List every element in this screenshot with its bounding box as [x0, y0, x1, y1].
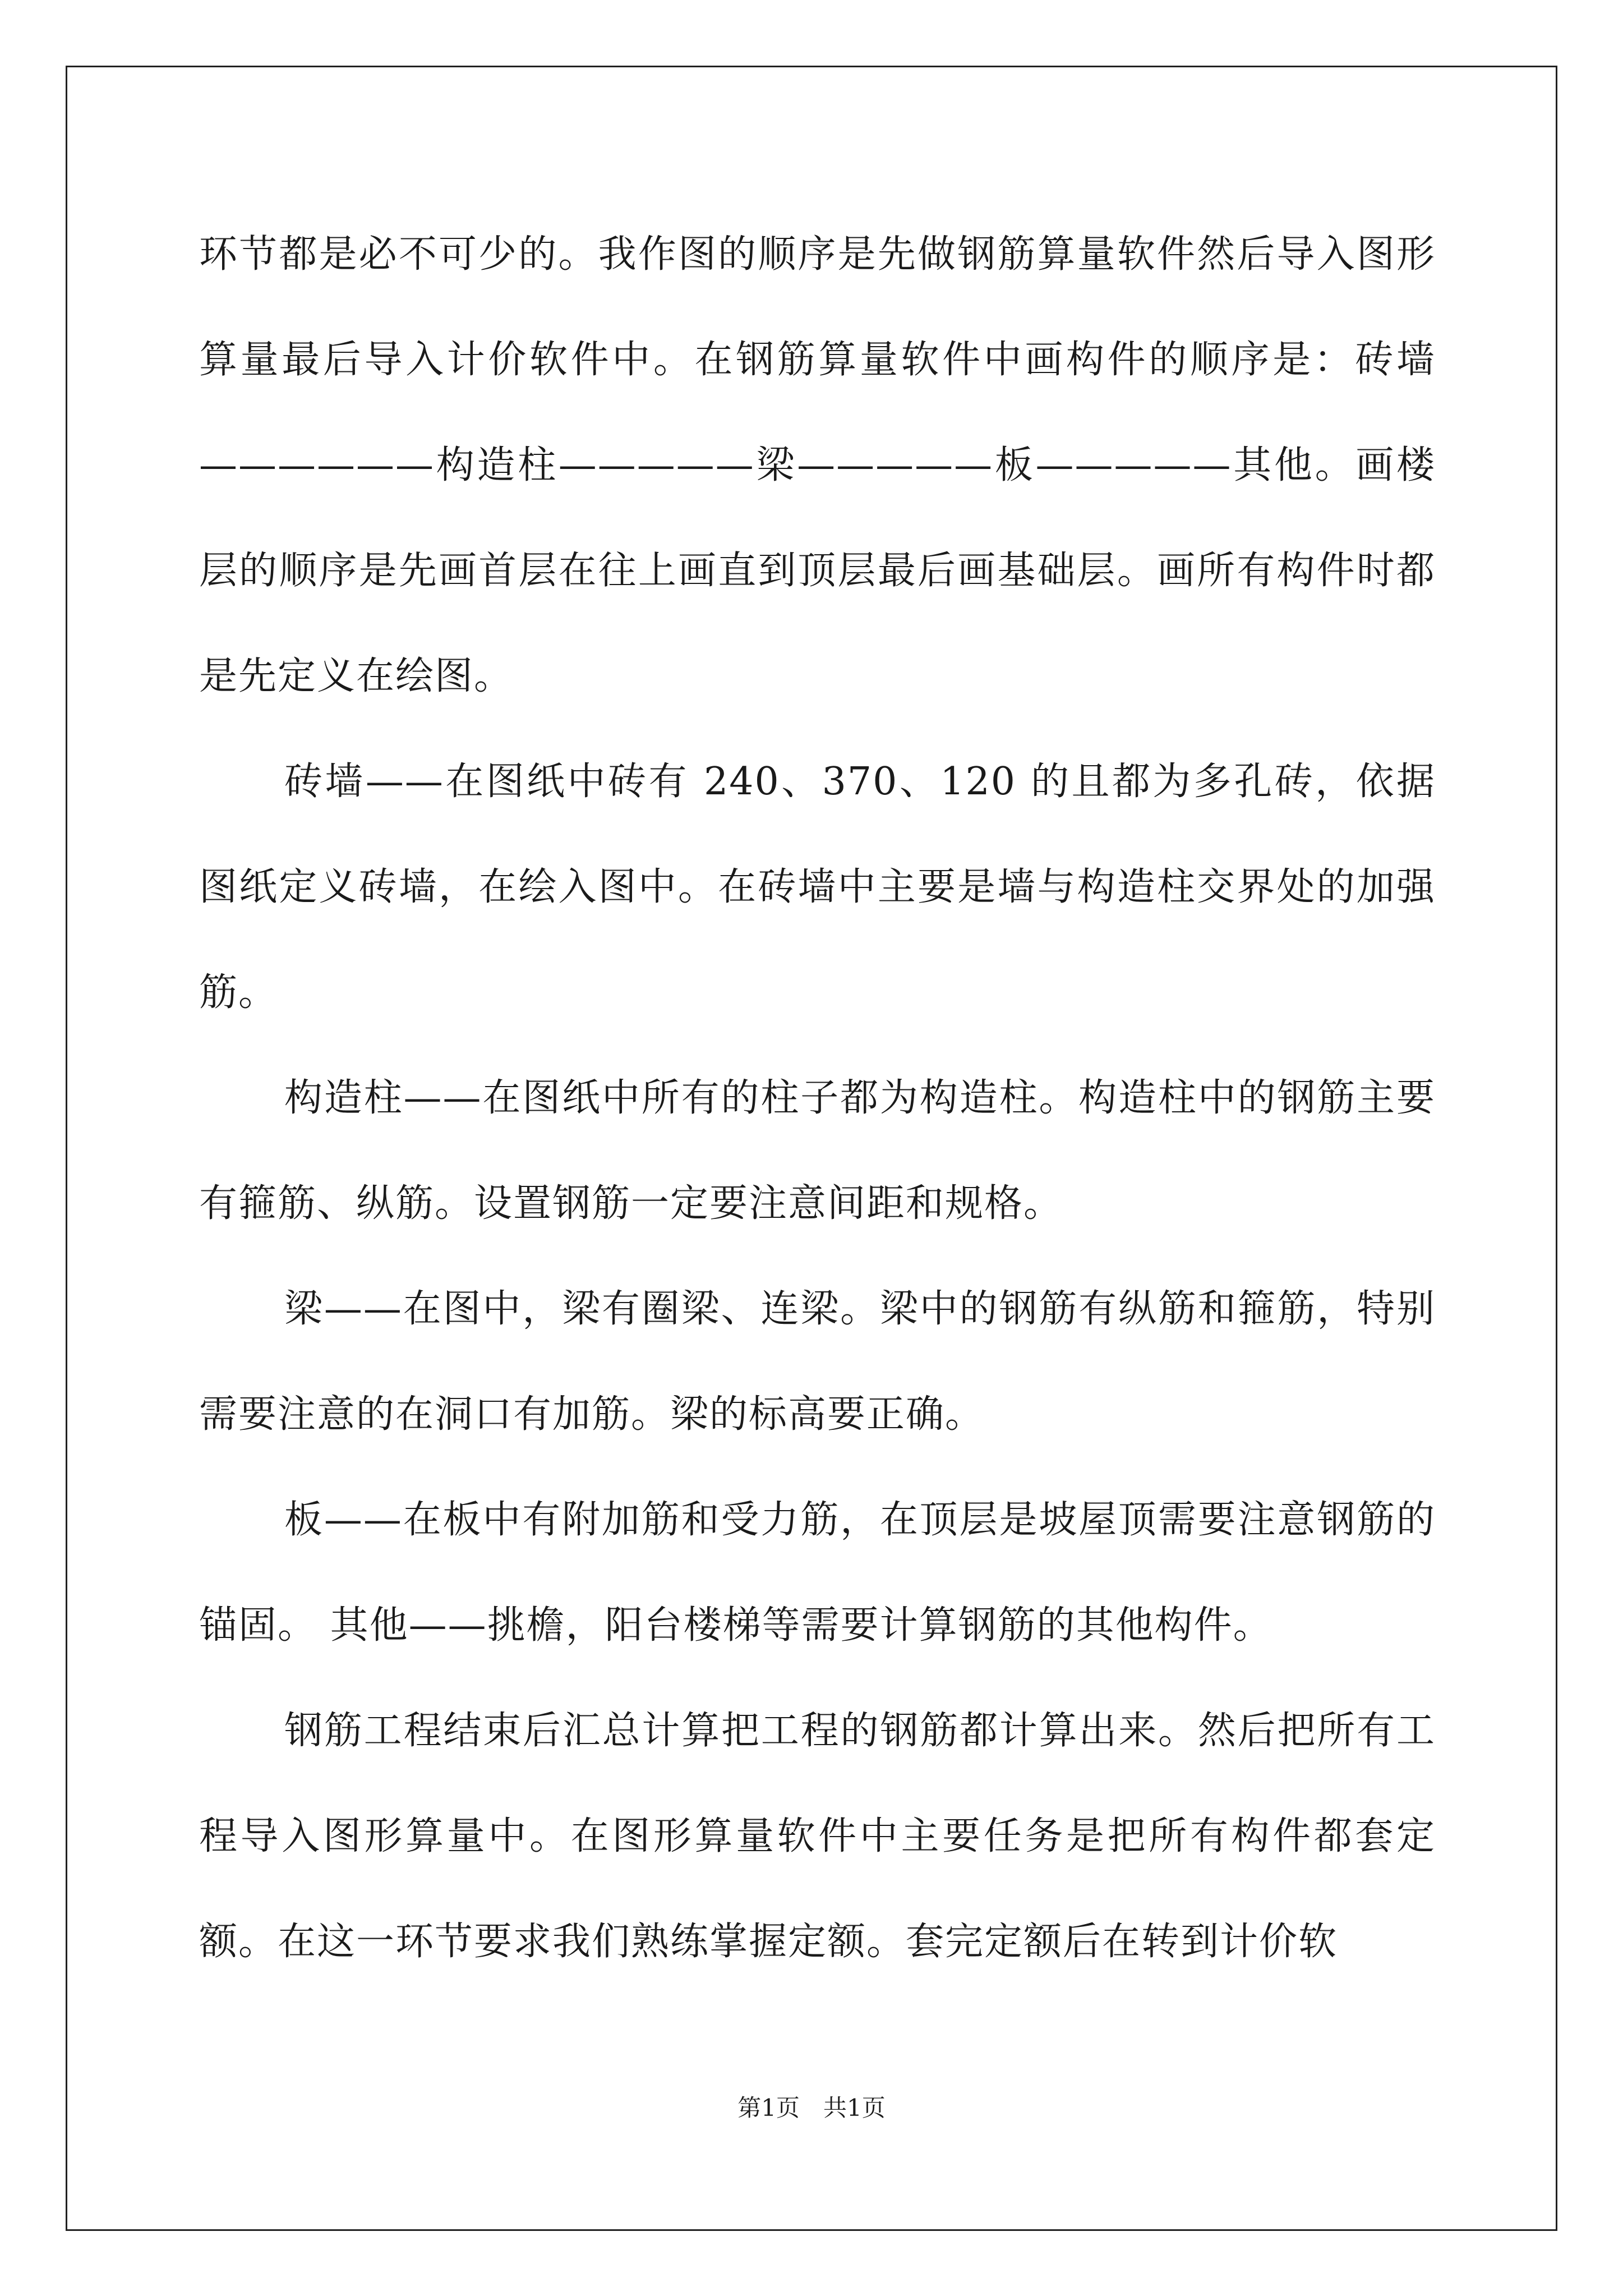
paragraph-brick-wall: 砖墙——在图纸中砖有 240、370、120 的且都为多孔砖，依据图纸定义砖墙，在绘入图中。在砖墙中主要是墙与构造柱交界处的加强筋。: [199, 760, 1436, 1015]
paragraph-summary: 钢筋工程结束后汇总计算把工程的钢筋都计算出来。然后把所有工程导入图形算量中。在图形算量软件中主要任务是把所有构件都套定额。在这一环节要求我们熟练掌握定额。套完定额后在转到计价软: [199, 1709, 1436, 1964]
paragraph-beam: 梁——在图中，梁有圈梁、连梁。梁中的钢筋有纵筋和箍筋，特别需要注意的在洞口有加筋。梁的标高要正确。: [199, 1287, 1436, 1437]
paragraph-intro: 环节都是必不可少的。我作图的顺序是先做钢筋算量软件然后导入图形算量最后导入计价软件中。在钢筋算量软件中画构件的顺序是：砖墙——————构造柱—————梁—————板—————其他。画楼层的顺序是先画首层在往上画直到顶层最后画基础层。画所有构件时都是先定义在绘图。: [199, 232, 1436, 698]
paragraph-construction-column: 构造柱——在图纸中所有的柱子都为构造柱。构造柱中的钢筋主要有箍筋、纵筋。设置钢筋一定要注意间距和规格。: [199, 1076, 1436, 1226]
document-body: [199, 202, 1436, 1995]
paragraph-slab: 板——在板中有附加筋和受力筋，在顶层是坡屋顶需要注意钢筋的锚固。 其他——挑檐，阳台楼梯等需要计算钢筋的其他构件。: [199, 1498, 1436, 1648]
page-number-footer: 第1页 共1页: [737, 2094, 886, 2122]
